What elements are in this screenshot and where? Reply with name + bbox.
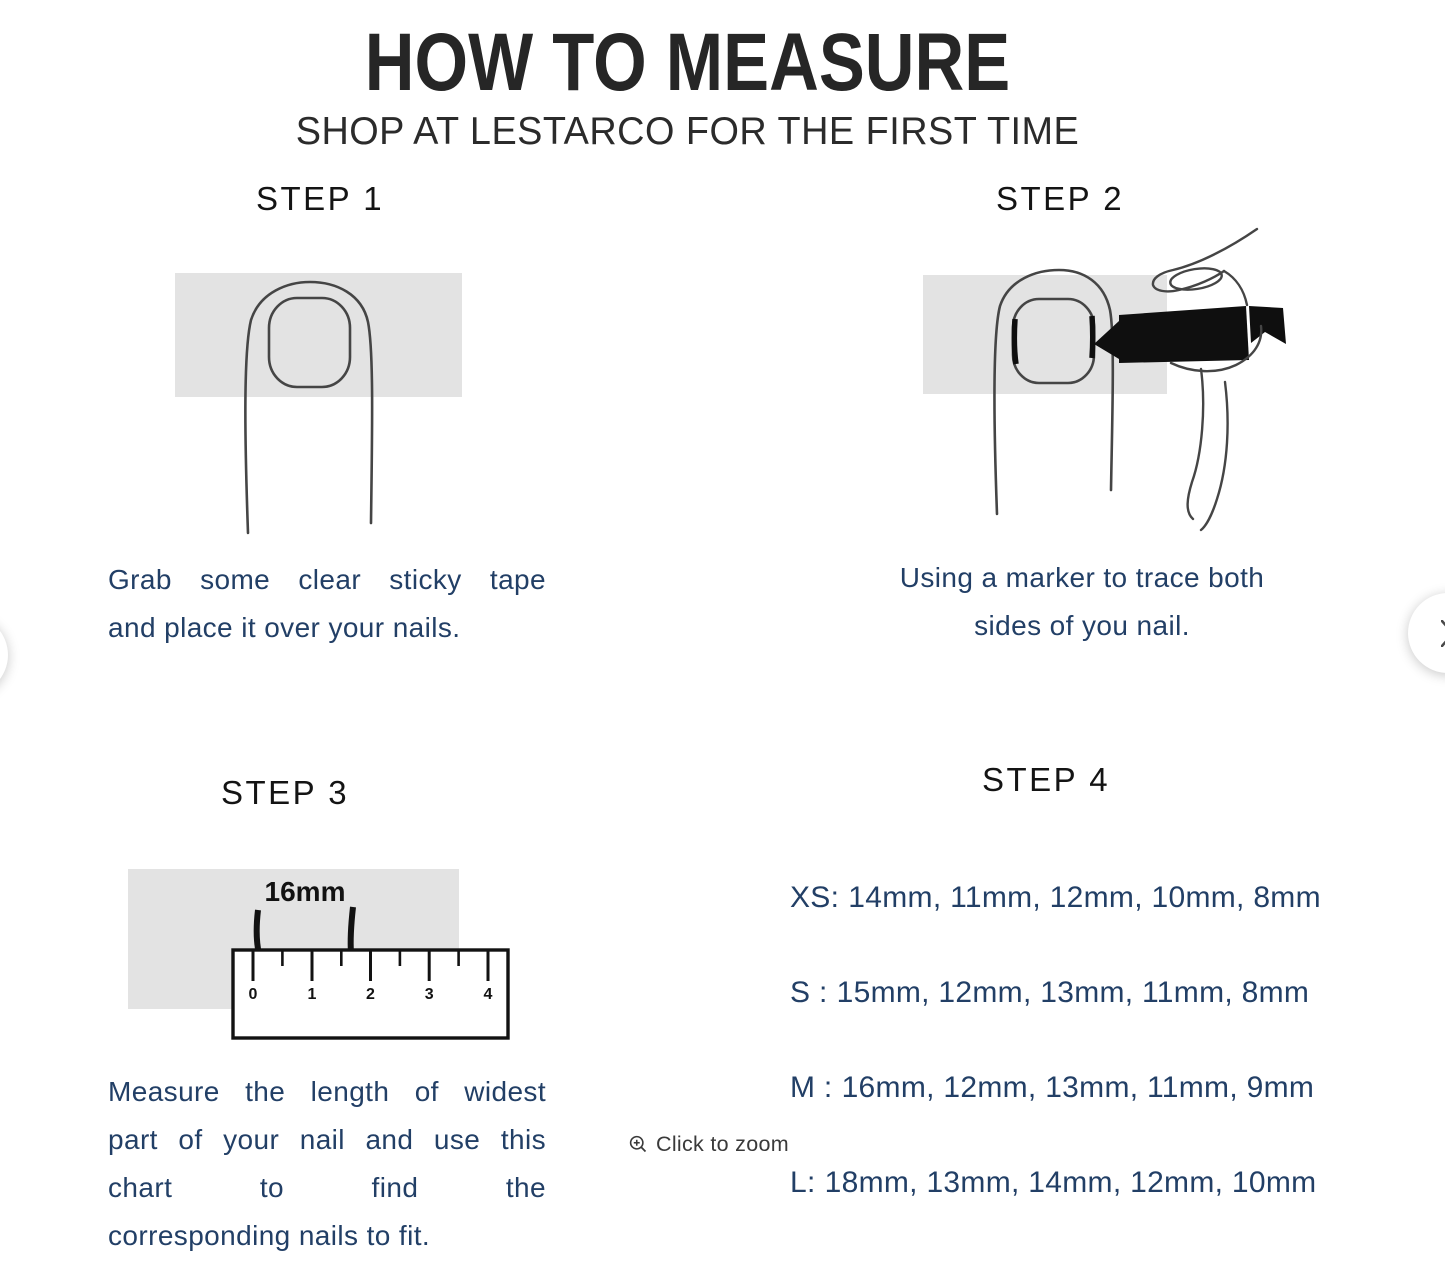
size-row-l [790, 1135, 1317, 1230]
carousel-prev-button[interactable] [0, 615, 8, 695]
ruler-number-1: 1 [307, 986, 317, 1003]
trace-mark-right [351, 907, 353, 953]
step3-text-line1: Measure the length of widest [108, 1076, 546, 1107]
size-label: L: [790, 1166, 816, 1199]
step3-instructions [108, 1068, 546, 1260]
step1-heading: STEP 1 [255, 180, 385, 217]
hand-outline [1153, 229, 1261, 530]
step3-text-line4: corresponding nails to fit. [108, 1220, 431, 1251]
size-values: 18mm, 13mm, 14mm, 12mm, 10mm [824, 1166, 1317, 1199]
zoom-hint-label: Click to zoom [656, 1132, 789, 1156]
click-to-zoom-button[interactable] [628, 1132, 789, 1157]
ruler-number-3: 3 [424, 986, 434, 1003]
size-values: 16mm, 12mm, 13mm, 11mm, 9mm [841, 1071, 1315, 1104]
trace-mark-left [257, 910, 259, 954]
step4-heading: STEP 4 [981, 761, 1111, 798]
chevron-right-icon [1441, 620, 1445, 647]
step2-instructions [862, 554, 1302, 650]
step3-heading: STEP 3 [220, 774, 350, 811]
measurement-label: 16mm [264, 876, 346, 907]
page-subtitle: SHOP AT LESTARCO FOR THE FIRST TIME [295, 110, 1080, 153]
nail-side-mark-right [1092, 316, 1093, 358]
step1-text-line1: Grab some clear sticky tape [108, 564, 546, 595]
size-values: 14mm, 11mm, 12mm, 10mm, 8mm [848, 881, 1321, 914]
page-title: HOW TO MEASURE [364, 17, 1011, 108]
ruler-number-2: 2 [366, 986, 375, 1003]
step2-text-line1: Using a marker to trace both [899, 562, 1265, 593]
step2-illustration [905, 222, 1305, 557]
tape-rectangle [175, 273, 462, 397]
size-row-xs [790, 850, 1321, 945]
step3-text-line2: part of your nail and use this [108, 1124, 546, 1155]
step3-text-line3: chart to find the [108, 1172, 546, 1203]
step3-illustration [110, 855, 530, 1055]
ruler-number-4: 4 [483, 986, 493, 1003]
size-label: S : [790, 976, 828, 1009]
size-label: M : [790, 1071, 833, 1104]
size-label: XS: [790, 881, 840, 914]
step2-heading: STEP 2 [995, 180, 1125, 217]
nail-side-mark-left [1014, 319, 1016, 364]
step2-text-line2: sides of you nail. [974, 610, 1190, 641]
ruler-number-0: 0 [248, 986, 258, 1003]
carousel-next-button[interactable] [1408, 593, 1445, 673]
step1-instructions [108, 556, 546, 652]
step1-text-line2: and place it over your nails. [108, 612, 461, 643]
size-row-m [790, 1040, 1315, 1135]
size-values: 15mm, 12mm, 13mm, 11mm, 8mm [836, 976, 1310, 1009]
size-chart [790, 850, 1321, 1230]
magnifier-plus-icon [628, 1134, 649, 1155]
size-row-s [790, 945, 1310, 1040]
step1-illustration [140, 258, 500, 558]
